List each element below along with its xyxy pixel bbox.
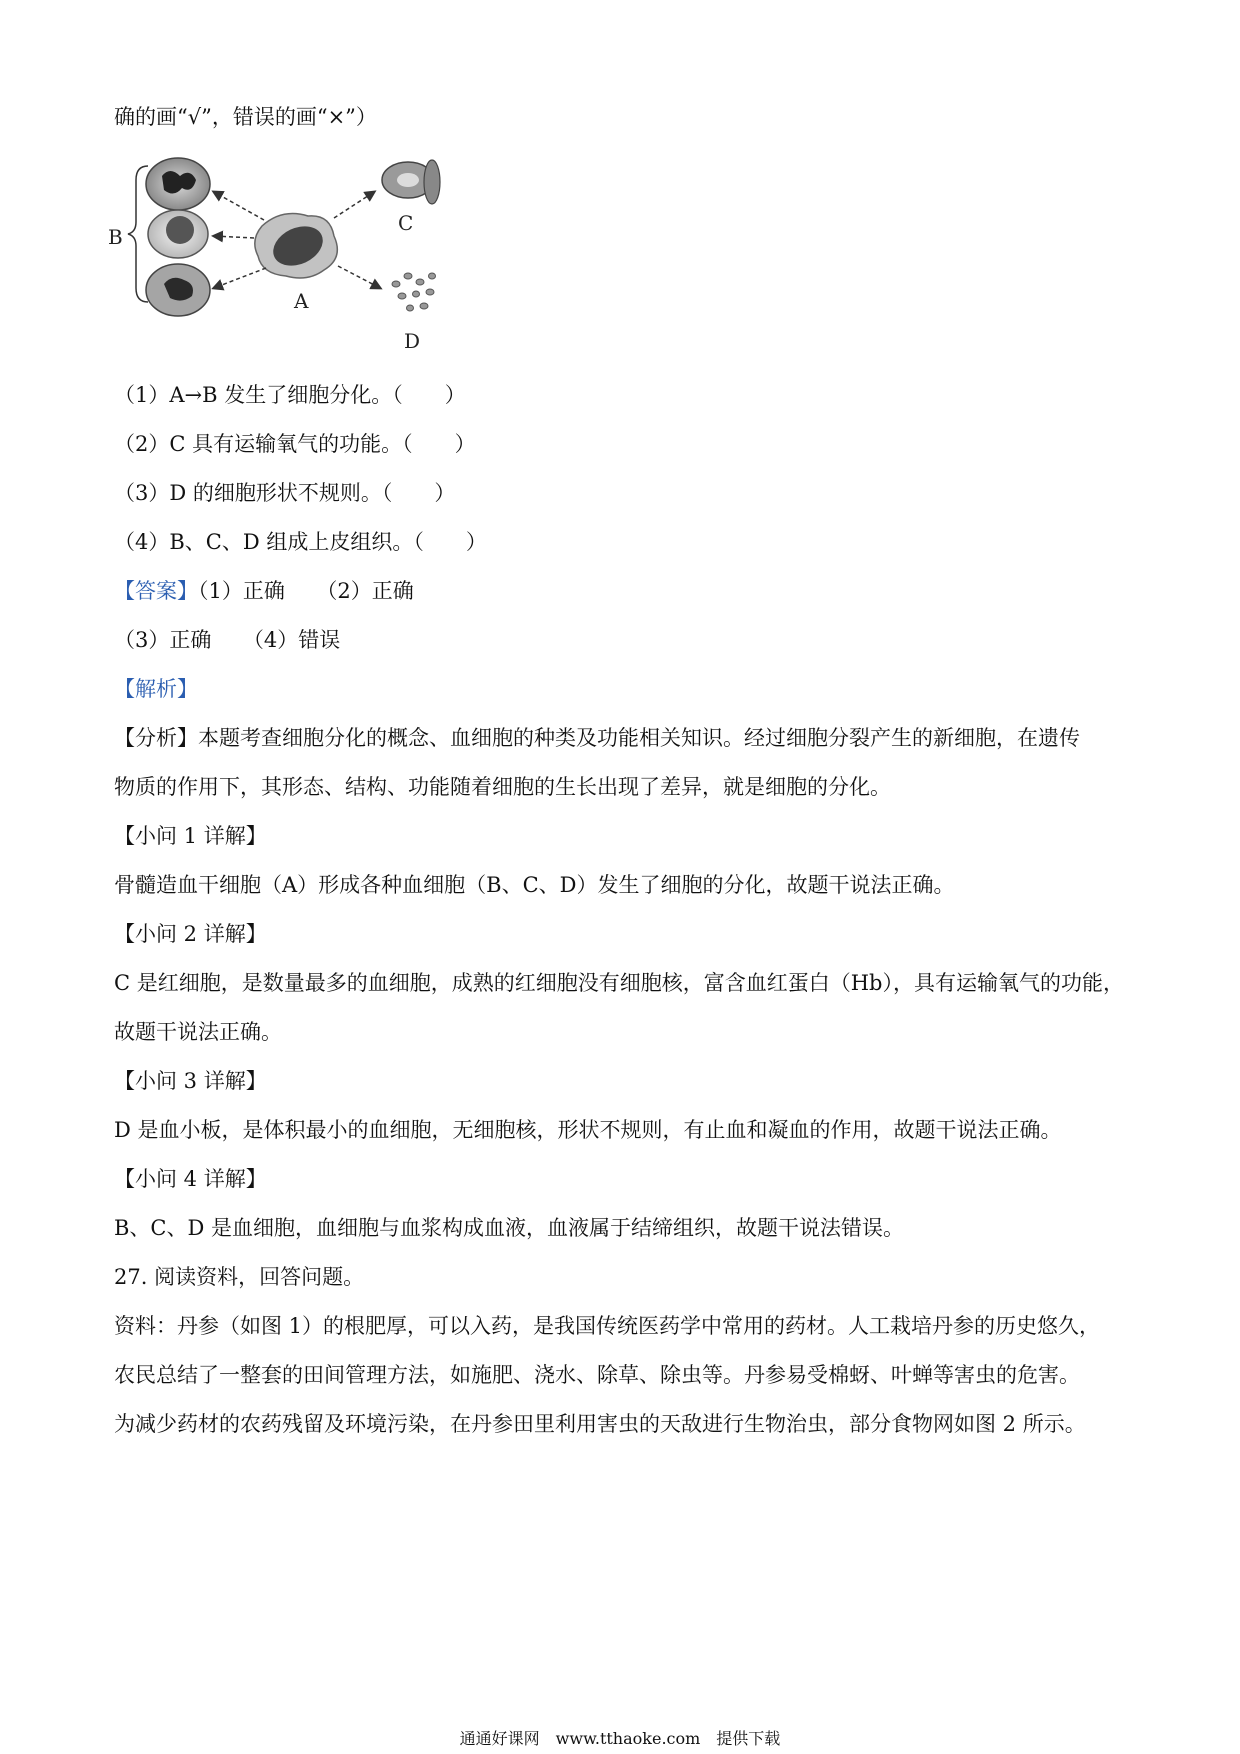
answer-label: 【答案】	[114, 579, 198, 603]
blood-cell-diagram	[108, 158, 502, 358]
q1-title: 【小问 1 详解】	[114, 824, 267, 848]
footer-text: 通通好课网 www.tthaoke.com 提供下载	[459, 1729, 781, 1748]
q3-title: 【小问 3 详解】	[114, 1069, 267, 1093]
stem-cell-a	[255, 214, 338, 278]
arrow-a-to-c	[334, 192, 374, 218]
label-a: A	[294, 289, 309, 313]
arrow-a-to-b2	[214, 236, 254, 238]
fenxi-line-2: 物质的作用下，其形态、结构、功能随着细胞的生长出现了差异，就是细胞的分化。	[114, 775, 891, 799]
q27-line-3: 为减少药材的农药残留及环境污染，在丹参田里利用害虫的天敌进行生物治虫，部分食物网如图 2 所示。	[114, 1412, 1086, 1436]
q27-line-2: 农民总结了一整套的田间管理方法，如施肥、浇水、除草、除虫等。丹参易受棉蚜、叶蝉等害虫的危害。	[114, 1363, 1080, 1387]
answer-text-1: （1）正确 （2）正确	[198, 579, 414, 603]
q2-text-1: C 是红细胞，是数量最多的血细胞，成熟的红细胞没有细胞核，富含血红蛋白（Hb），具有运输氧气的功能，	[114, 971, 1124, 995]
q4-title: 【小问 4 详解】	[114, 1167, 267, 1191]
q27-line-1: 资料：丹参（如图 1）的根肥厚，可以入药，是我国传统医药学中常用的药材。人工栽培丹参的历史悠久，	[114, 1314, 1101, 1338]
question-1: （1）A→B 发生了细胞分化。（ ）	[114, 383, 466, 407]
analysis-label: 【解析】	[114, 677, 198, 701]
monocyte-cell	[146, 264, 210, 316]
q27-title: 27. 阅读资料，回答问题。	[114, 1265, 365, 1289]
label-c: C	[398, 211, 414, 235]
answer-line-1	[114, 576, 414, 606]
q1-text: 骨髓造血干细胞（A）形成各种血细胞（B、C、D）发生了细胞的分化，故题干说法正确。	[114, 873, 955, 897]
q2-text-2: 故题干说法正确。	[114, 1020, 282, 1044]
arrow-a-to-b1	[214, 192, 264, 220]
brace-b	[128, 166, 148, 302]
label-d: D	[404, 329, 421, 353]
answer-line-2: （3）正确 （4）错误	[114, 628, 341, 652]
fenxi-line-1: 【分析】本题考查细胞分化的概念、血细胞的种类及功能相关知识。经过细胞分裂产生的新细胞，在遗传	[114, 726, 1080, 750]
q3-text: D 是血小板，是体积最小的血细胞，无细胞核，形状不规则，有止血和凝血的作用，故题干说法正确。	[114, 1118, 1062, 1142]
lymphocyte-cell	[148, 210, 208, 258]
question-4: （4）B、C、D 组成上皮组织。（ ）	[114, 530, 487, 554]
platelets-d	[392, 273, 436, 311]
q4-text: B、C、D 是血细胞，血细胞与血浆构成血液，血液属于结缔组织，故题干说法错误。	[114, 1216, 905, 1240]
neutrophil-cell	[146, 158, 210, 210]
red-blood-cell-c	[382, 160, 440, 204]
question-3: （3）D 的细胞形状不规则。（ ）	[114, 481, 456, 505]
arrow-a-to-b3	[214, 268, 266, 288]
label-b: B	[108, 225, 123, 249]
question-2: （2）C 具有运输氧气的功能。（ ）	[114, 432, 476, 456]
q2-title: 【小问 2 详解】	[114, 922, 267, 946]
intro-text: 确的画“√”，错误的画“×”）	[114, 105, 377, 129]
arrow-a-to-d	[338, 266, 380, 288]
